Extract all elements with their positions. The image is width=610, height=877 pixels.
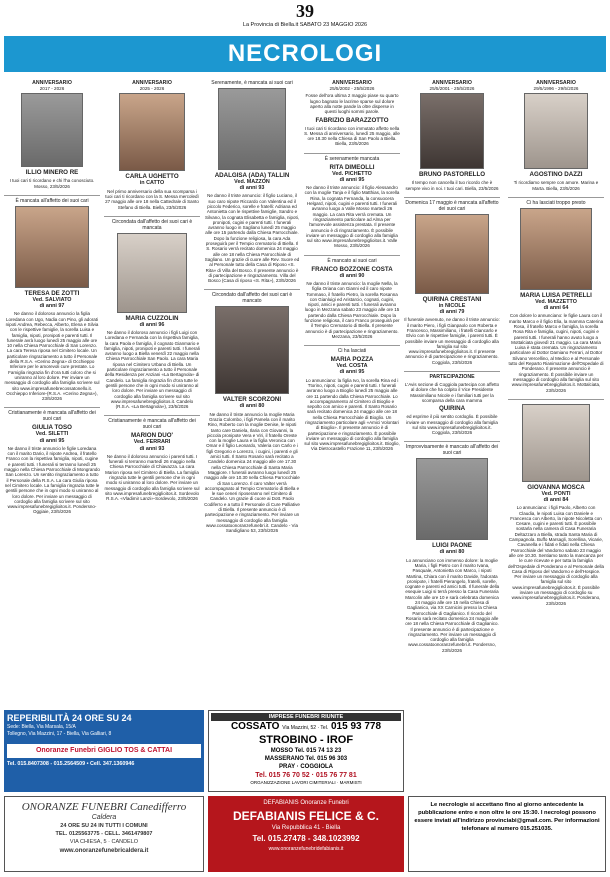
notice-years: 29/5/1996 - 29/5/2026 [533, 86, 579, 91]
deceased-married-name: in NICOLE [438, 303, 466, 309]
obituary-notice [4, 195, 100, 401]
notice-text: Ne danno il triste annuncio: la moglie Nella, la figlia Oriana con Gianni ed il caro nipote Tommaso, il fratello Pietro, la sorella Rosanna con Gianluigi ed Aristarcio, cognati, cugini, nipoti, amici e parenti tutti. I funerali avranno luogo in Mezzana sabato 23 maggio alle ore 15 partendo dalla Chiesa Parrocchiale. Dopo la funzione religiosa, il caro Franco proseguirà per il Tempio Crematorio di Biella. Il presente annuncio è di partecipazione e ringraziamento. Mezzana, 23/5/2026 [304, 280, 400, 339]
column-2 [104, 78, 200, 508]
notice-kicker: ANNIVERSARIO [332, 80, 372, 86]
advertisement-area [4, 710, 606, 872]
ad-line-1: 24 ORE SU 24 IN TUTTI I COMUNI [60, 823, 148, 829]
obituary-notice [304, 255, 400, 339]
ad-title: REPERIBILITÀ 24 ORE SU 24 [7, 713, 132, 723]
ad-footer: ORGANIZZAZIONE LAVORI CIMITERIALI · MARMISTI [250, 780, 362, 785]
deceased-married-name: Ved. PICHETTO [332, 170, 372, 177]
notice-years: 25/5/2002 - 25/5/2026 [329, 86, 375, 91]
notice-text: Il funerale avvenuto, ne danno il triste annuncio: il marito Piero, i figli Gianpaolo con Roberta e Francesco, Massimiliano, i fratelli Giancarlo e Elvio con le rispettive famiglie, i parenti tutti. È possibile inviare un messaggio di cordoglio alla famiglia sul sito www.impresafunebregiglioitos.it. Il presente annuncio è di partecipazione e ringraziamento. Coggiola, 23/5/2026 [404, 317, 500, 365]
ad-pray: PRAY · COGGIOLA [278, 764, 333, 770]
deceased-age: di anni 95 [339, 176, 365, 183]
notice-text: Ne danno il doloroso annuncio i figli Luigi con Loredana e Fernanda con la rispettiva famiglia, la cara Paola e famiglia, il cognato Gianmario e famiglia, nipoti, pronipoti e parenti tutti. I funerali avranno luogo a Biella venerdì 22 maggio nella Chiesa Parrocchiale San Paolo. La cara Maria riposa nel Cimitero Urbano di Biella. Un particolare ringraziamento a tutto il Personale della Residenza per Anziani «La Bertagnola» di Candelo. La famiglia ringrazia fin d'ora tutte le gentili persone che in ogni modo si uniranno al loro dolore. Per inviare un messaggio di cordoglio alla famiglia scrivere sul sito www.impresafunebregiglioitos.it. Candelo (R.S.A. «La Bertagnola»), 23/5/2026 [104, 330, 200, 410]
ad-address-1: Sede: Biella, Via Marsala, 15/A [7, 724, 76, 730]
notice-years: 2017 - 2026 [39, 86, 65, 91]
ad-phones: Tel. 015.8407308 - 015.2564509 • Cell. 347.1360946 [7, 761, 135, 767]
obituary-notice [404, 371, 500, 435]
notice-kicker: Improvvisamente è mancato all'affetto dei suoi cari [405, 444, 499, 457]
deceased-age: di anni 79 [439, 309, 465, 316]
notice-text: Ne danno il triste annuncio la moglie Maria Grazia Colombo, i figli Pamela con il marito Rino, Roberto con la moglie Denise, le nipoti tanto care Daniela, Ilaria con Giovanni, la piccola pronipote Vera e Viri, il fratello Oreste con la moglie Laura e la figlia Veronica con Omar e il figlio Leonardo, Valeria con Carlo e i figli Gregorio e Lorenzo, i cugini, i parenti e gli amici tutti. Il Santo Rosario sarà recitato a Candelo domenica 24 maggio alle ore 17.30 nella Chiesa Parrocchiale di Santa Maria Maggiore. I funerali avranno luogo lunedì 25 maggio alle ore 10.30 nella Chiesa Parrocchiale di San Lorenzo. Il caro Valter verrà accompagnato al Tempio Crematorio di Biella e le sue ceneri riposeranno nel Cimitero di Candelo. Un grazie di cuore ai Dott. Paolo Codiferro e a tutto il Personale di Cure Palliative di Biella. Il presente annuncio è di partecipazione e ringraziamento. Per inviare un messaggio di cordoglio alla famiglia www.cossatoonoranzefunebri.it. Candelo - Via Sandigliano 53, 23/5/2026 [204, 411, 300, 534]
portrait-photo [415, 214, 489, 294]
notice-kicker: Ci ha lasciati [337, 348, 367, 355]
obituary-notice [204, 78, 300, 283]
ad-address: Via Mazzini, 52 · Tel. [282, 725, 329, 731]
obituary-notice [404, 197, 500, 365]
page-header [0, 0, 610, 34]
ad-website: www.onoranzefunebricaldera.it [59, 848, 149, 854]
notice-kicker: Circondato dall'affetto dei suoi cari è mancato [211, 292, 293, 305]
ad-brand: DEFABIANIS FELICE & C. [232, 809, 379, 823]
obituary-notice [304, 345, 400, 452]
ad-phones: Tel. 015.27478 - 348.1023992 [252, 834, 360, 843]
deceased-married-name: Ved. PONTI [541, 490, 571, 497]
column-3 [204, 78, 300, 539]
notice-kicker: PARTECIPAZIONE [429, 374, 475, 381]
ad-strobino-irof [208, 710, 404, 792]
deceased-name: QUIRINA [438, 405, 466, 413]
ad-brand: Onoranze Funebri GIGLIO TOS & CATTAI [7, 744, 201, 758]
notice-text: Ti ricordiamo sempre con amore. Marina e Marta. Biella, 23/5/2026 [513, 180, 599, 191]
deceased-married-name: in CATTO [139, 180, 165, 187]
portrait-photo [21, 93, 83, 167]
notice-text: Ne danno il doloroso annuncio i parenti tutti. I funerali si terranno martedì 26 maggio nella Chiesa Parrocchiale di Chiavazza. La cara Marion riposa nel Cimitero di Biella. La famiglia ringrazia tutte le gentili persone che in ogni modo si uniranno al loro dolore. Per inviare un messaggio di cordoglio alla famiglia scrivere sul sito www.impresafunebregiglioitos.it. Sordevolo R.S.A. «Vladimir Lanzi»-Sordevolo, 23/5/2026 [104, 453, 200, 502]
deceased-name: QUIRINA CRESTANI [422, 296, 482, 303]
ad-submission-notice: Le necrologie si accettano fino al giorno antecedente la pubblicazione entro e non oltre le ore 15:30. I necrologi possono essere inviati all'indirizzo provinciabi@gmail.com. Per informazioni telefonare al numero 015.251035. [408, 796, 606, 872]
deceased-name: MARIA CUZZOLIN [125, 314, 179, 322]
deceased-name: ILLIO MINERO RE [25, 169, 79, 177]
column-4 [304, 78, 400, 458]
deceased-name: BRUNO PASTORELLO [418, 171, 486, 179]
deceased-age: di anni 64 [543, 305, 569, 312]
portrait-photo [218, 88, 286, 170]
portrait-photo [215, 306, 289, 394]
portrait-photo [117, 233, 187, 313]
ad-brand: STROBINO - IROF [258, 734, 354, 746]
obituary-notice [404, 441, 500, 653]
deceased-age: di anni 95 [339, 369, 365, 376]
notice-kicker: Cristianamente è mancata all'affetto dei suoi cari [108, 418, 196, 431]
obituary-notice [304, 153, 400, 249]
obituary-notice [104, 216, 200, 410]
ad-defabianis [208, 796, 404, 872]
deceased-name: AGOSTINO DAZZI [529, 171, 583, 179]
notice-text: Ne danno il triste annuncio: il figlio Alessandro con la moglie Tanja e il figlio Matthias, la sorella Rina, la cognata Fernanda, la consuocera Helgard, nipoti, cugini e parenti tutti. I funerali avranno luogo a Valle Mosso martedì 26 maggio. La cara Rita verrà cremata. Un ringraziamento particolare ad Alma per l'amorevole assistenza prestata. Il presente annuncio è di ringraziamento. È possibile inviare un messaggio di cordoglio alla famiglia sul sito www.impresafunebregiglioitos.it. Valle Mosso, 23/5/2026 [304, 185, 400, 249]
ad-sub: Caldera [91, 814, 117, 821]
deceased-name: MARIA LUISA PETRELLI [520, 292, 592, 299]
obituary-notice [508, 399, 604, 606]
notice-poem: Fosse dell'ora ultima 2 maggio piase su quarto lugno bagnato le lacrime sparse sul dolore aperto alla notte pande la oltre disperse in questi luoghi sommi parole. [305, 93, 399, 115]
notice-kicker: È mancato ai suoi cari [327, 257, 377, 264]
notice-text: Lo annunciano con immenso dolore: la moglie Maria, i figli Pietro con il marito Ivana, Pasquale, Antonietta con Marco, i nipoti Martina, Chiara con il marito Davide, l'adorata pronipote, i fratelli Pierangelo, fratelli, sorelle, cognate e parenti ed amici tutti. Il funerale della esequie Luigi si terrà presso la Casa Funeraria Marcolin alle ore 10 e sarà celebrata domenica 24 maggio alle ore 15 nella Chiesa di Gaglianico, via XX Carnicini presso la Chiesa Parrocchiale di Gaglianico. Il ricordo del Rosario sarà recitato domenica 24 maggio alle ore 18 nella Chiesa Parrocchiale di Gaglianico. Il presente annuncio è di partecipazione e ringraziamento. Per inviare un messaggio di cordoglio alla famiglia www.cossatoonoranzefunebri.it. Pondersno, 23/5/2026 [404, 557, 500, 653]
notice-text: Ne danno il triste annuncio le figlie Loredana con il marito Dario, il nipote Andrea, il fratello Franco con la rispettiva famiglia, nipoti, cugine e parenti tutti. I funerali si terranno lunedì 25 maggio nella Chiesa Parrocchiale di Mongrando San Lorenzo. Un sentito ringraziamento a tutto il Personale della R.S.A. La cara Giulia riposa nel Cimitero locale. La famiglia ringrazia tutte le gentili persone che in ogni modo si uniranno al loro dolore. Per inviare un messaggio di cordoglio alla famiglia scrivere sul sito www.impresafunebregiglioitos.it. Pondersno-Oggiaie, 23/5/2026 [4, 445, 100, 515]
deceased-name: GIOVANNA MOSCA [527, 483, 585, 491]
notice-kicker: È mancata all'affetto dei suoi cari [15, 198, 89, 204]
deceased-married-name: Ved. SALVIATO [32, 297, 72, 303]
notice-text: Il tempo non cancella il tuo ricordo che è sempre vivo in noi. I tuoi cari. Biella, 23/5/2026 [405, 180, 499, 191]
page-number: 39 [296, 1, 314, 21]
column-6 [508, 78, 604, 612]
ad-phone-1: 015 93 778 [330, 721, 382, 732]
portrait-photo [416, 458, 488, 540]
deceased-name: LUIGI PAONE [432, 542, 472, 550]
ad-line-2: TEL. 0125563775 - CELL. 3461479807 [55, 831, 153, 837]
deceased-married-name: Ved. MAZZON [234, 179, 270, 185]
notice-kicker: Domenica 17 maggio è mancata all'affetto dei suoi cari [405, 200, 499, 212]
ad-giglio-tos-cattai [4, 710, 204, 792]
notice-text: Lo annunciano: la figlia Ivo, la sorella Rina ed i Ttorino, nipoti, cugini e parenti tutti. I funerali avranno luogo a Bioglio lunedì 25 maggio alle ore 11 partendo dalla Chiesa Parrocchiale. Lo accompagnamento al Cimitero di Bioglio e sepolto con amico e parenti. Il Santo Rosario sarà recitato domenica 24 maggio alle ore 18 nella Chiesa Parrocchiale di Bioglio. Un ringraziamento particolare agli «Amici Volontari di Bioglio». Il presente annuncio è di partecipazione e ringraziamento. È possibile inviare un messaggio di cordoglio alla famiglia sul sito www.impresafunebregiglioitos.it. Bioglio, Via Dietrocastello Frazione 11, 23/5/2026 [304, 377, 400, 452]
deceased-name: RITA DIMEOLLI [329, 163, 375, 171]
notice-kicker: ANNIVERSARIO [132, 80, 172, 86]
notice-kicker: ANNIVERSARIO [32, 80, 72, 86]
obituary-notice [404, 78, 500, 191]
deceased-name: TERESA DE ZOTTI [24, 290, 80, 297]
portrait-photo [522, 404, 590, 482]
deceased-married-name: Ved. SILETTI [35, 431, 69, 438]
ad-brand: ONORANZE FUNEBRI Canedifferro [21, 801, 187, 813]
obituary-notice [304, 78, 400, 147]
section-banner: NECROLOGI [4, 36, 606, 72]
notice-text: Ne danno il doloroso annuncio la figlia Loredana con Ugo, Nadia con Pino, gli adorati nipoti Andrea, Rebecca, Alberto, Elena e Silvia con le rispettive famiglie, la sorella Luisa e famiglia, nipoti, pronipoti e parenti tutti. Il funerale avrà luogo lunedì 25 maggio alle ore 10 nella Chiesa Parrocchiale di San Lorenzo. La cara Teresa riposa nel Cimitero locale. Un particolare ringraziamento a tutto il Personale della R.S.A. «Cerino Zegna» di Occhieppo Inferiore per le amorevoli cure prestate. Lo Famiglia ringrazia fin d'ora tutti coloro che si uniranno al loro dolore. Per inviare un messaggio di cordoglio alla famiglia scrivere sul sito www.impresafunebrecossatonello.it. Occhieppo Inferiore-(R.S.A. «Cerino Zegna»), 23/5/2026 [4, 311, 100, 402]
notice-text: ed esprime il più sentito cordoglio. È possibile inviare un messaggio di cordoglio alla famiglia sul sito www.impresafunebregiglioitos.it. Coggiola, 23/5/2026 [406, 414, 498, 436]
newspaper-dateline: La Provincia di Biella.it SABATO 23 MAGGIO 2026 [242, 22, 368, 28]
deceased-name: MARION DUO' [130, 432, 174, 440]
deceased-married-name: Ved. FERRARI [133, 439, 171, 446]
notice-kicker: È serenamente mancata [324, 155, 380, 162]
notice-kicker: ANNIVERSARIO [536, 80, 576, 86]
notice-kicker: ANNIVERSARIO [432, 80, 472, 86]
deceased-age: di anni 93 [139, 445, 165, 452]
notice-text: Con dolore lo annunciano: le figlie Laura con il marito Marco e il figlio Elia, la mamma Caterina Rosa, il fratello Marco e famiglia, la sorella Rosa Rita e famiglia, cugini, nipoti, cugini e parenti tutti. I funerali hanno avuto luogo a Mottalciata giovedì 21 maggio. La cara Maria Luisa è stata cremata. Un ringraziamento particolare al Dottor Damiano Ferrari, al Dottor Silvano Vercellino, al Medico e al Personale tutto del Reparto Rianimazione dell'Ospedale di Ponderano. Il presente annuncio è ringraziamento. È possibile inviare un messaggio di cordoglio alla famiglia sul sito www.impresafunebregiglioitos.it. Mottalciata, 23/5/2026 [508, 313, 604, 393]
deceased-age: di anni 84 [543, 497, 569, 504]
deceased-name: FABRIZIO BARAZZOTTO [315, 116, 389, 124]
ad-phone-2: Tel. 015 76 70 52 · 015 76 77 81 [255, 772, 357, 779]
ad-masserano: MASSERANO Tel. 015 96 303 [264, 756, 348, 762]
deceased-married-name: Ved. COSTA [336, 363, 368, 370]
notice-text: Nel primo anniversario della sua scomparsa i tuoi cari ti ricordano con la S. Messa mercoledì 27 maggio alle ore 18 nella Cattedrale di Santo Stefano di Biella. Biella, 23/5/2026 [105, 188, 199, 210]
deceased-name: CARLA UGHETTO [125, 173, 179, 181]
obituary-notice [104, 78, 200, 210]
notice-years: 25/5/2001 - 25/5/2026 [429, 86, 475, 91]
deceased-age: di anni 93 [239, 185, 265, 192]
deceased-age: di anni 80 [439, 549, 465, 556]
deceased-name: FRANCO BOZZONE COSTA [311, 265, 393, 273]
ad-top: IMPRESE FUNEBRI RIUNITE [211, 713, 401, 721]
deceased-married-name: Ved. MAZZETTO [535, 299, 577, 305]
notice-kicker: Serenamente, è mancata ai suoi cari [211, 80, 293, 86]
notice-years: 2025 - 2026 [139, 86, 165, 91]
deceased-age: di anni 80 [239, 403, 265, 410]
obituary-notice [104, 415, 200, 501]
notice-kicker: Cristianamente è mancata all'affetto dei suoi cari [8, 410, 96, 423]
portrait-photo [119, 93, 185, 171]
portrait-photo [420, 93, 484, 169]
obituary-notice [204, 289, 300, 533]
ad-line-3: VIA CHIESA, 5 · CANDELO [69, 839, 139, 845]
notice-kicker: Ci ha lasciati troppo presto [526, 200, 586, 206]
portrait-photo [520, 208, 592, 290]
deceased-name: VALTER SCORZONI [222, 396, 282, 404]
portrait-photo [15, 206, 89, 288]
deceased-name: ADALGISA (ADA) TALLIN [214, 172, 290, 179]
column-5 [404, 78, 500, 659]
obituary-notice [4, 407, 100, 514]
ad-city-cossato: COSSATO [230, 721, 280, 732]
deceased-age: di anni 97 [39, 303, 65, 310]
deceased-age: di anni 90 [339, 272, 365, 279]
ad-address-2: Tollegno, Via Mazzini, 17 - Biella, Via Galliari, 8 [7, 731, 112, 737]
obituary-notice [508, 78, 604, 191]
portrait-photo [524, 93, 588, 169]
ad-website: www.onoranzefunebridefabianis.it [268, 846, 344, 852]
deceased-age: di anni 96 [139, 321, 165, 328]
obituary-notice [508, 197, 604, 393]
notice-text: L'Avis sezione di Coggiola partecipa con affetto al dolore che ha colpito il Vice Presidente Massimiliano Nicole e i familiari tutti per la scomparsa della cara mamma [404, 382, 500, 403]
deceased-age: di anni 95 [39, 437, 65, 444]
ad-address: Via Repubblica 41 - Biella [271, 825, 341, 831]
deceased-name: MARIA POZZA [330, 356, 374, 364]
notice-text: I tuoi cari ti ricordano con immutato affetto nella S. Messa di anniversario, lunedì 25 maggio, alle ore 18.30 nella Chiesa di San Paolo a Biella. Biella, 23/5/2026 [304, 125, 400, 147]
notice-text: Lo annunciano: i figli Paolo, Alberto con Claudia, le nipoti Luisa con Daniele e Francesca con Alberto, la nipote Nicoletta con Cesare, cugini e parenti tutti. È possibile sostarla nella camera di Casa Funeraria Deltazzaro a Biella, strada Santa Maria di Campagnola. Buffo Marsagli, Sorellina, Vicarie, Cavanella e i fidati e fidati nella Chiesa Parrocchiale del Vandorno sabato 23 maggio alle ore 10.30. Sentiamo tanto la mancanza per le cure ricevute e per tutta la famiglia dell'Ospedale di Ponderano e al Personale della Casa di Riposo del Vandorno e dell'Hospice. Per inviare un messaggio di cordoglio alla famiglia sul sito www.impresafunebregiglioitos.it. È possibile inviare un messaggio di cordoglio su www.impresafunebregiglioitos.it. Ponderano, 23/5/2026 [508, 505, 604, 606]
notice-text: Ne danno il triste annuncio: il figlio Luciano, il suo caro nipote Riccardo con Valentina ed il piccolo Federico, sorelle e fratelli: Adriana ed Antonietta con le rispettive famiglie, Sandro e Silvano, la cognata Elisabetta e famiglia, nipoti, pronipoti, cugini e parenti tutti. I funerali avranno luogo in Sagliano lunedì 25 maggio alle ore 15 partendo dalla Chiesa Parrocchiale. Dopo la funzione religiosa, la cara Ada proseguirà per il Tempio crematorio di Biella. Il S. Rosario verrà recitato domenica 24 maggio alle ore 18 nella Chiesa Parrocchiale di Sagliano. Un grazie di cuore alle Rev. Suore ed al Personale tutto della Casa di Riposo «S. Rita» di Villa del Bosco. Il presente annuncio è di partecipazione e ringraziamento. Villa del Bosco (Casa di riposo «S. Rita»), 23/5/2026 [204, 193, 300, 284]
ad-canedifferro [4, 796, 204, 872]
ad-top: DEFABIANIS Onoranze Funebri [263, 800, 349, 806]
column-1 [4, 78, 100, 521]
notice-text: I tuoi cari ti ricordano e chi l'ha conosciuto. Mosso, 23/5/2026 [9, 178, 95, 189]
deceased-name: GIULIA TOSO [32, 424, 72, 432]
ad-mosso: MOSSO Tel. 015 74 13 23 [270, 748, 342, 754]
notice-kicker: Circondata dall'affetto dei suoi cari è mancata [111, 218, 193, 231]
obituary-notice [4, 78, 100, 189]
